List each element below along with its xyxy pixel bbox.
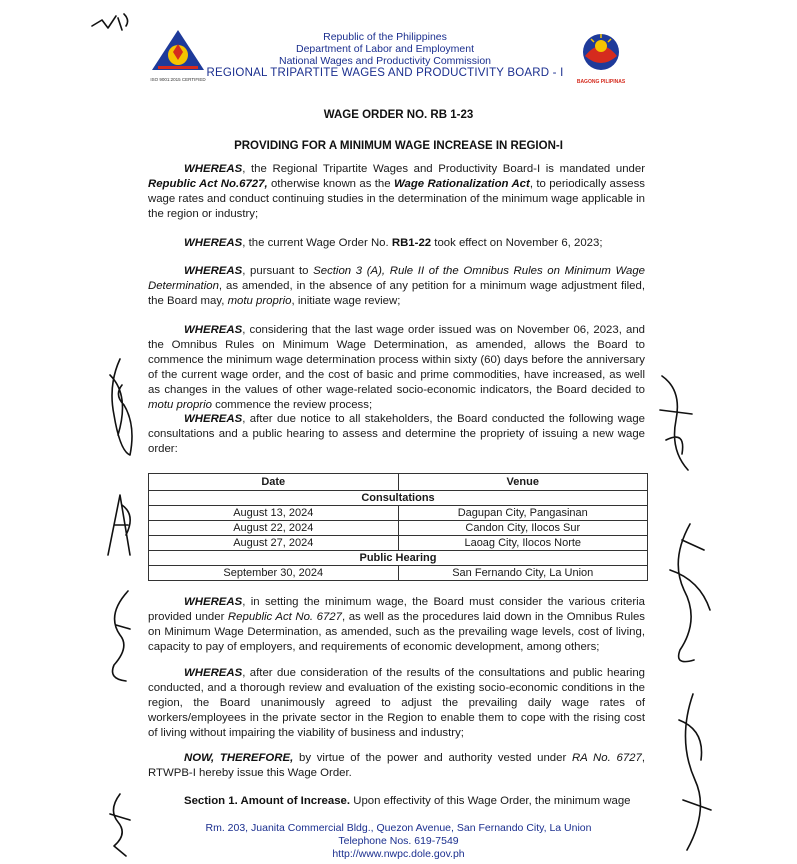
consultation-venue: Dagupan City, Pangasinan — [398, 506, 648, 521]
table-row — [149, 521, 648, 536]
header-line-nwpc: National Wages and Productivity Commission — [278, 55, 492, 67]
table-row — [149, 566, 648, 581]
whereas-paragraph-6: WHEREAS, in setting the minimum wage, the Board must consider the various criteria provided under Republic Act No. 6727, as well as the procedures laid down in the Omnibus Rules on Minimum Wage Determination, as amended, such as the prevailing wage levels, cost of living, capacity to pay of employers, and requirements of economic development, among others; — [148, 596, 646, 653]
table-row — [149, 506, 648, 521]
signature-right-3 — [665, 690, 725, 860]
hearing-venue: San Fernando City, La Union — [398, 566, 648, 581]
table-header-date: Date — [149, 474, 399, 491]
signature-top-left — [88, 8, 138, 38]
table-header-venue: Venue — [398, 474, 648, 491]
header-line-rtwpb: REGIONAL TRIPARTITE WAGES AND PRODUCTIVITY BOARD - I — [206, 67, 564, 79]
iso-caption: ISO 9001:2015 CERTIFIED — [150, 77, 206, 82]
section-1-paragraph: Section 1. Amount of Increase. Upon effectivity of this Wage Order, the minimum wage — [184, 795, 631, 807]
table-section-row — [149, 491, 648, 506]
footer-phone: Telephone Nos. 619-7549 — [338, 835, 459, 847]
bagong-pilipinas-logo — [573, 30, 629, 85]
table-header-row — [149, 474, 648, 491]
section-public-hearing: Public Hearing — [149, 551, 648, 566]
footer-url: http://www.nwpc.dole.gov.ph — [332, 848, 465, 860]
signature-left-2 — [100, 485, 140, 565]
signature-left-3 — [100, 585, 140, 685]
consultations-table — [148, 473, 648, 581]
whereas-paragraph-4: WHEREAS, considering that the last wage order issued was on November 06, 2023, and the Omnibus Rules on Minimum Wage Determination, as amended, allows the Board to commence the minimum wage determination process within sixty (60) days before the anniversary of the current wage order, and the cost of basic and prime commodities, have increased, as well as changes in the values of other wage-related socio-economic indicators, the Board decided to motu proprio commence the review process; — [148, 324, 645, 411]
footer-address: Rm. 203, Juanita Commercial Bldg., Quezon Avenue, San Fernando City, La Union — [205, 822, 592, 834]
whereas-paragraph-2: WHEREAS, the current Wage Order No. RB1-22 took effect on November 6, 2023; — [184, 237, 603, 249]
whereas-paragraph-7: WHEREAS, after due consideration of the results of the consultations and public hearing conducted, and a thorough review and evaluation of the existing socio-economic conditions in the region, the Board unanimously agreed to adjust the prevailing daily wage rates of workers/employees in the private sector in the Region to enable them to cope with the rising cost of living without impairing the viability of business and industry; — [148, 667, 645, 739]
signature-left-1 — [100, 355, 140, 465]
bagong-pilipinas-logo-icon — [573, 30, 629, 74]
consultation-venue: Candon City, Ilocos Sur — [398, 521, 648, 536]
hearing-date: September 30, 2024 — [149, 566, 399, 581]
signature-left-4 — [100, 790, 140, 860]
consultation-date: August 22, 2024 — [149, 521, 399, 536]
bagong-pilipinas-caption: BAGONG PILIPINAS — [576, 79, 626, 85]
header-line-dole: Department of Labor and Employment — [295, 43, 474, 55]
wage-order-number: WAGE ORDER NO. RB 1-23 — [323, 109, 474, 121]
table-row — [149, 536, 648, 551]
letterhead — [195, 31, 575, 79]
signature-right-1 — [652, 370, 702, 480]
whereas-paragraph-3: WHEREAS, pursuant to Section 3 (A), Rule II of the Omnibus Rules on Minimum Wage Determination, as amended, in the absence of any petition for a minimum wage adjustment filed, the Board may, motu proprio, initiate wage review; — [148, 265, 645, 307]
whereas-paragraph-5: WHEREAS, after due notice to all stakeholders, the Board conducted the following wage consultations and a public hearing to assess and determine the propriety of issuing a new wage order: — [148, 413, 645, 455]
consultation-date: August 27, 2024 — [149, 536, 399, 551]
consultation-venue: Laoag City, Ilocos Norte — [398, 536, 648, 551]
whereas-paragraph-1: WHEREAS, the Regional Tripartite Wages and Productivity Board-I is mandated under Republic Act No.6727, otherwise known as the Wage Rationalization Act, to periodically assess wage rates and conduct continuing studies in the determination of the minimum wage applicable in the region or industry; — [148, 163, 645, 220]
now-therefore-paragraph: NOW, THEREFORE, by virtue of the power and authority vested under RA No. 6727, RTWPB-I hereby issue this Wage Order. — [148, 752, 645, 779]
wage-order-subject: PROVIDING FOR A MINIMUM WAGE INCREASE IN REGION-I — [234, 140, 563, 152]
header-line-republic: Republic of the Philippines — [323, 31, 447, 43]
signature-right-2 — [660, 520, 720, 670]
table-section-row — [149, 551, 648, 566]
section-consultations: Consultations — [149, 491, 648, 506]
consultation-date: August 13, 2024 — [149, 506, 399, 521]
